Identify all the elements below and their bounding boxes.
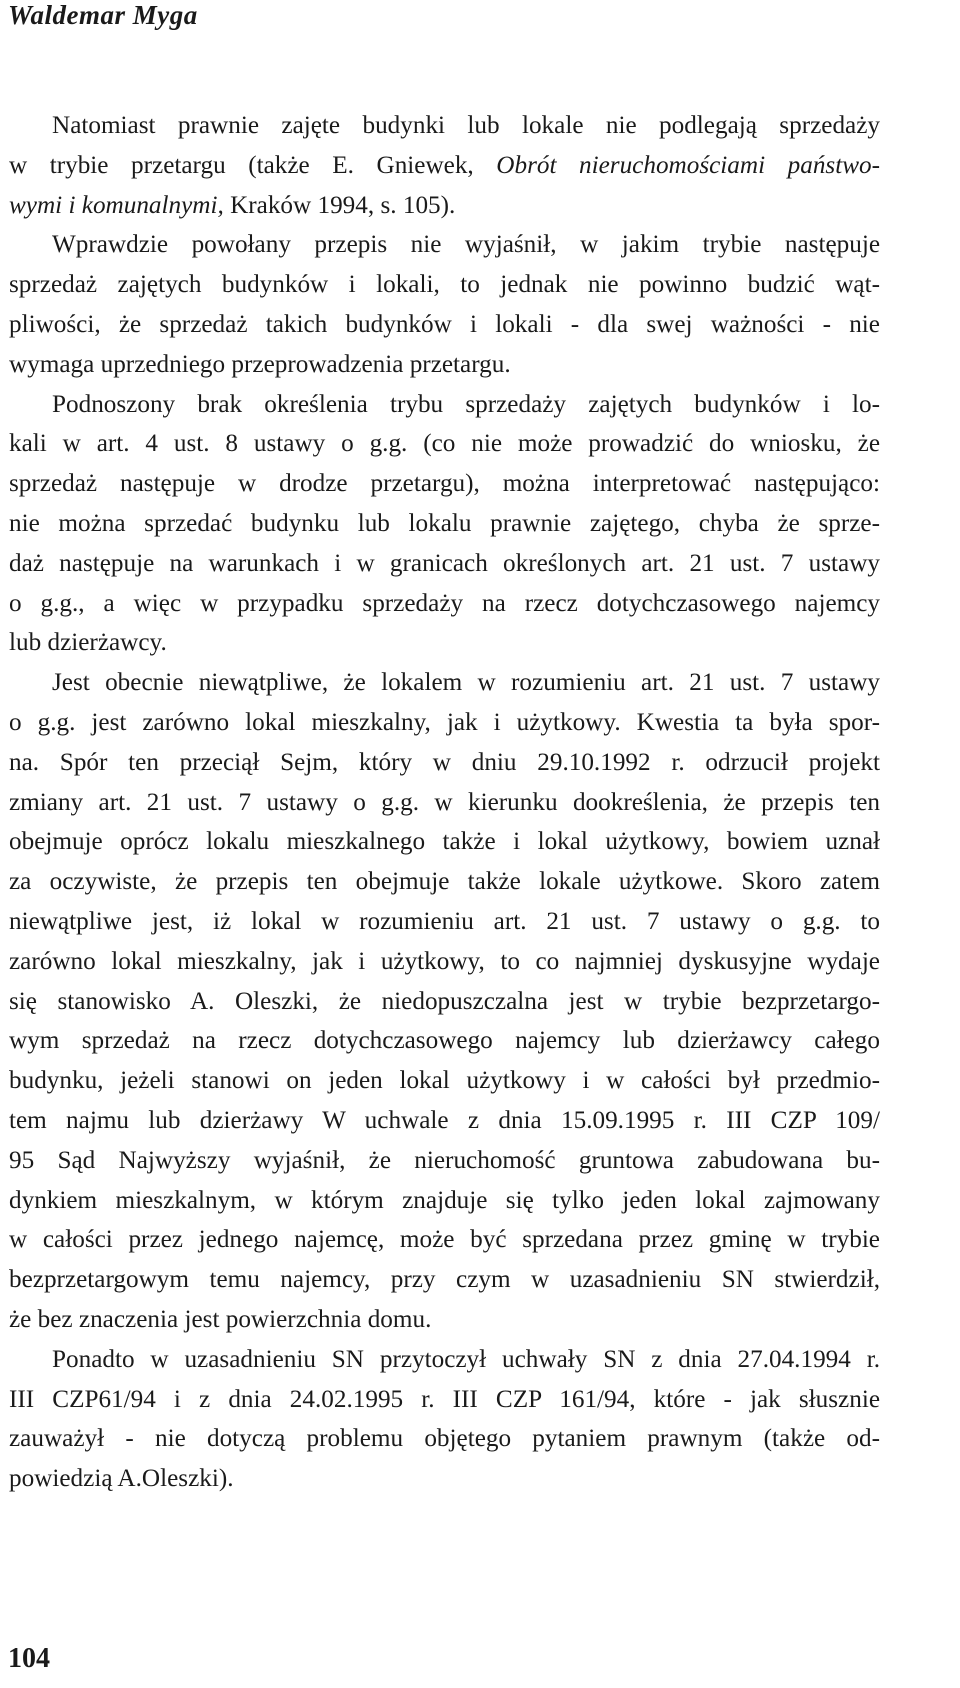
line-text: się stanowisko A. Oleszki, że niedopuszczalna jest w trybie bezprzetargo- bbox=[9, 987, 880, 1015]
text-line bbox=[9, 345, 880, 385]
text-line bbox=[9, 225, 880, 265]
line-text: Kraków 1994, s. 105). bbox=[223, 191, 456, 219]
text-line bbox=[9, 1181, 880, 1221]
text-line bbox=[9, 1380, 880, 1420]
line-text: sprzedaż zajętych budynków i lokali, to jednak nie powinno budzić wąt- bbox=[9, 271, 880, 299]
line-text: lub dzierżawcy. bbox=[9, 629, 167, 657]
line-text: bezprzetargowym temu najemcy, przy czym w uzasadnieniu SN stwierdził, bbox=[9, 1266, 880, 1294]
text-line bbox=[9, 106, 880, 146]
text-line bbox=[9, 703, 880, 743]
text-line bbox=[9, 783, 880, 823]
text-line bbox=[9, 1419, 880, 1459]
line-text: niewątpliwe jest, iż lokal w rozumieniu art. 21 ust. 7 ustawy o g.g. to bbox=[9, 907, 880, 935]
line-text: Wprawdzie powołany przepis nie wyjaśnił, w jakim trybie następuje bbox=[52, 231, 880, 259]
text-line bbox=[9, 1101, 880, 1141]
line-text: o g.g. jest zarówno lokal mieszkalny, jak i użytkowy. Kwestia ta była spor- bbox=[9, 708, 880, 736]
text-line bbox=[9, 544, 880, 584]
line-text: Ponadto w uzasadnieniu SN przytoczył uchwały SN z dnia 27.04.1994 r. bbox=[52, 1345, 880, 1373]
text-line bbox=[9, 1220, 880, 1260]
line-text: w całości przez jednego najemcę, może być sprzedana przez gminę w trybie bbox=[9, 1226, 880, 1254]
text-line bbox=[9, 1300, 880, 1340]
text-line bbox=[9, 822, 880, 862]
line-text: zauważył - nie dotyczą problemu objętego pytaniem prawnym (także od- bbox=[9, 1425, 880, 1453]
text-line bbox=[9, 464, 880, 504]
line-text: III CZP61/94 i z dnia 24.02.1995 r. III CZP 161/94, które - jak słusznie bbox=[9, 1385, 880, 1413]
line-text: kali w art. 4 ust. 8 ustawy o g.g. (co nie może prowadzić do wniosku, że bbox=[9, 430, 880, 458]
text-line bbox=[9, 862, 880, 902]
line-text: Jest obecnie niewątpliwe, że lokalem w rozumieniu art. 21 ust. 7 ustawy bbox=[52, 669, 880, 697]
text-line bbox=[9, 504, 880, 544]
line-text: wymaga uprzedniego przeprowadzenia przetargu. bbox=[9, 350, 511, 378]
text-line bbox=[9, 265, 880, 305]
line-text: dynkiem mieszkalnym, w którym znajduje się tylko jeden lokal zajmowany bbox=[9, 1186, 880, 1214]
line-text: nie można sprzedać budynku lub lokalu prawnie zajętego, chyba że sprze- bbox=[9, 509, 880, 537]
text-line bbox=[9, 146, 880, 186]
line-text: zarówno lokal mieszkalny, jak i użytkowy, to co najmniej dyskusyjne wydaje bbox=[9, 947, 880, 975]
line-text: 95 Sąd Najwyższy wyjaśnił, że nieruchomość gruntowa zabudowana bu- bbox=[9, 1146, 880, 1174]
body-text bbox=[9, 106, 880, 1499]
text-line bbox=[9, 942, 880, 982]
text-line bbox=[9, 1141, 880, 1181]
line-text: powiedzią A.Oleszki). bbox=[9, 1465, 234, 1493]
line-text: na. Spór ten przeciął Sejm, który w dniu 29.10.1992 r. odrzucił projekt bbox=[9, 748, 880, 776]
line-text: Podnoszony brak określenia trybu sprzedaży zajętych budynków i lo- bbox=[52, 390, 880, 418]
text-line bbox=[9, 584, 880, 624]
text-line bbox=[9, 623, 880, 663]
text-line bbox=[9, 1260, 880, 1300]
line-text: daż następuje na warunkach i w granicach określonych art. 21 ust. 7 ustawy bbox=[9, 549, 880, 577]
line-text: Natomiast prawnie zajęte budynki lub lokale nie podlegają sprzedaży bbox=[52, 112, 880, 139]
line-text: zmiany art. 21 ust. 7 ustawy o g.g. w kierunku dookreślenia, że przepis ten bbox=[9, 788, 880, 816]
page-number: 104 bbox=[8, 1643, 50, 1674]
line-text: tem najmu lub dzierżawy W uchwale z dnia 15.09.1995 r. III CZP 109/ bbox=[9, 1106, 880, 1134]
text-line bbox=[9, 902, 880, 942]
line-text: pliwości, że sprzedaż takich budynków i lokali - dla swej ważności - nie bbox=[9, 310, 880, 338]
running-header-author: Waldemar Myga bbox=[8, 0, 198, 30]
text-line bbox=[9, 305, 880, 345]
line-text: wym sprzedaż na rzecz dotychczasowego najemcy lub dzierżawcy całego bbox=[9, 1027, 880, 1055]
text-line bbox=[9, 385, 880, 425]
text-line bbox=[9, 1021, 880, 1061]
line-text: za oczywiste, że przepis ten obejmuje także lokale użytkowe. Skoro zatem bbox=[9, 868, 880, 896]
text-line bbox=[9, 1061, 880, 1101]
italic-citation-text: Obrót nieruchomościami państwo- bbox=[496, 151, 880, 179]
line-text: obejmuje oprócz lokalu mieszkalnego także i lokal użytkowy, bowiem uznał bbox=[9, 828, 880, 856]
line-text: że bez znaczenia jest powierzchnia domu. bbox=[9, 1305, 432, 1333]
italic-citation-text: wymi i komunalnymi, bbox=[9, 191, 224, 219]
line-text: sprzedaż następuje w drodze przetargu), można interpretować następująco: bbox=[9, 470, 880, 498]
text-line bbox=[9, 186, 880, 226]
text-line bbox=[9, 1459, 880, 1499]
text-line bbox=[9, 1340, 880, 1380]
text-line bbox=[9, 743, 880, 783]
line-text: o g.g., a więc w przypadku sprzedaży na rzecz dotychczasowego najemcy bbox=[9, 589, 880, 617]
text-line bbox=[9, 982, 880, 1022]
line-text: w trybie przetargu (także E. Gniewek, bbox=[9, 151, 497, 179]
text-line bbox=[9, 424, 880, 464]
text-line bbox=[9, 663, 880, 703]
line-text: budynku, jeżeli stanowi on jeden lokal użytkowy i w całości był przedmio- bbox=[9, 1067, 880, 1095]
